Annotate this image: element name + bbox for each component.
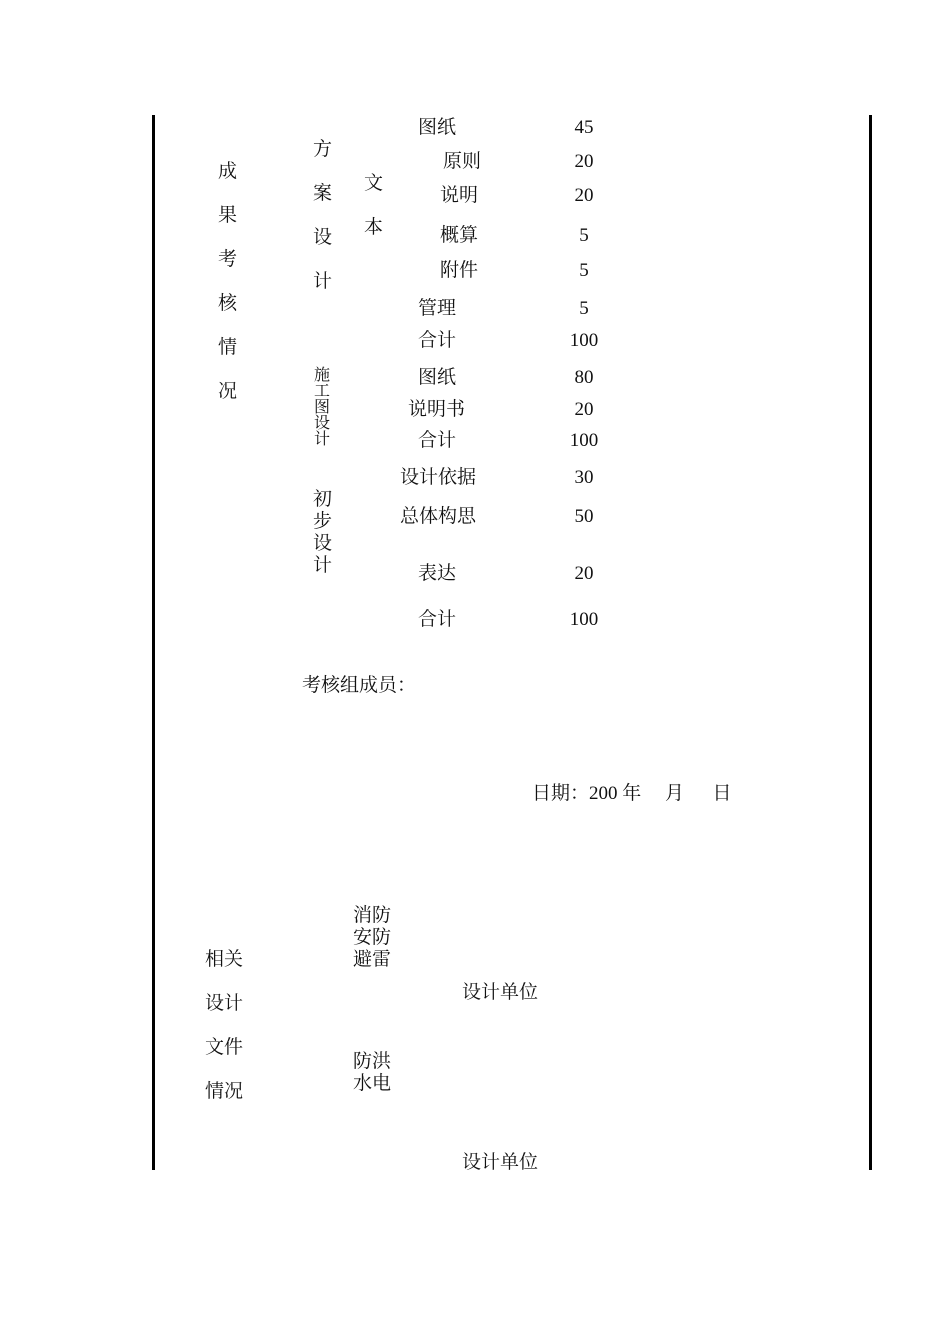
construction-item-name: 说明书 — [408, 399, 466, 420]
scheme-item-score: 5 — [579, 225, 589, 246]
construction-item-score: 20 — [574, 399, 594, 420]
preliminary-item-name: 总体构思 — [400, 506, 477, 527]
group1-line: 消防 — [353, 905, 392, 926]
side-char: 况 — [218, 381, 238, 402]
text-char: 文 — [364, 173, 384, 194]
design-unit-label: 设计单位 — [462, 982, 539, 1003]
preliminary-design-label — [313, 490, 332, 575]
scheme-item-score: 5 — [579, 298, 589, 319]
preliminary-char: 步 — [313, 511, 333, 532]
construction-item-name: 图纸 — [418, 367, 457, 388]
preliminary-item-score: 20 — [574, 563, 594, 584]
preliminary-total-score: 100 — [569, 609, 599, 630]
scheme-item-name: 原则 — [443, 151, 482, 172]
preliminary-item-name: 表达 — [418, 563, 457, 584]
side-char: 情 — [218, 337, 238, 358]
scheme-item-score: 5 — [579, 260, 589, 281]
scheme-char: 案 — [313, 183, 333, 204]
preliminary-item-score: 30 — [574, 467, 594, 488]
right-border-line — [869, 115, 872, 1170]
construction-item-score: 80 — [574, 367, 594, 388]
construction-char: 施 — [314, 367, 331, 384]
side-char: 果 — [218, 205, 238, 226]
scheme-item-name: 附件 — [440, 260, 479, 281]
group2-line: 防洪 — [353, 1051, 392, 1072]
scheme-item-score: 20 — [574, 151, 594, 172]
date-label: 日期：200 年 月 日 — [532, 783, 732, 804]
preliminary-total-label: 合计 — [418, 609, 457, 630]
left-border-line — [152, 115, 155, 1170]
group1-line: 安防 — [353, 927, 392, 948]
scheme-item-score: 20 — [574, 185, 594, 206]
scheme-total-score: 100 — [569, 330, 599, 351]
scheme-char: 设 — [313, 227, 333, 248]
assessment-members-label: 考核组成员： — [302, 675, 417, 696]
group1-line: 避雷 — [353, 949, 392, 970]
scheme-char: 计 — [313, 271, 333, 292]
scheme-item-name: 管理 — [418, 298, 457, 319]
preliminary-char: 初 — [313, 489, 333, 510]
preliminary-char: 计 — [313, 555, 333, 576]
side-char: 考 — [218, 249, 238, 270]
construction-char: 工 — [314, 383, 331, 400]
text-char: 本 — [364, 217, 384, 238]
preliminary-item-name: 设计依据 — [400, 467, 477, 488]
side-char: 核 — [218, 293, 238, 314]
scheme-item-name: 图纸 — [418, 117, 457, 138]
side-char: 成 — [218, 161, 238, 182]
preliminary-char: 设 — [313, 533, 333, 554]
scheme-total-label: 合计 — [418, 330, 457, 351]
related-label-line: 相关 — [205, 949, 244, 970]
related-label-line: 情况 — [205, 1081, 244, 1102]
scheme-item-name: 说明 — [440, 185, 479, 206]
construction-drawing-label — [314, 368, 330, 448]
construction-char: 图 — [314, 399, 331, 416]
construction-char: 设 — [314, 415, 331, 432]
construction-total-score: 100 — [569, 430, 599, 451]
construction-char: 计 — [314, 431, 331, 448]
related-label-line: 文件 — [205, 1037, 244, 1058]
scheme-char: 方 — [313, 139, 333, 160]
design-unit-label: 设计单位 — [462, 1152, 539, 1173]
group2-line: 水电 — [353, 1073, 392, 1094]
scheme-item-score: 45 — [574, 117, 594, 138]
preliminary-item-score: 50 — [574, 506, 594, 527]
scheme-item-name: 概算 — [440, 225, 479, 246]
related-label-line: 设计 — [205, 993, 244, 1014]
construction-total-label: 合计 — [418, 430, 457, 451]
